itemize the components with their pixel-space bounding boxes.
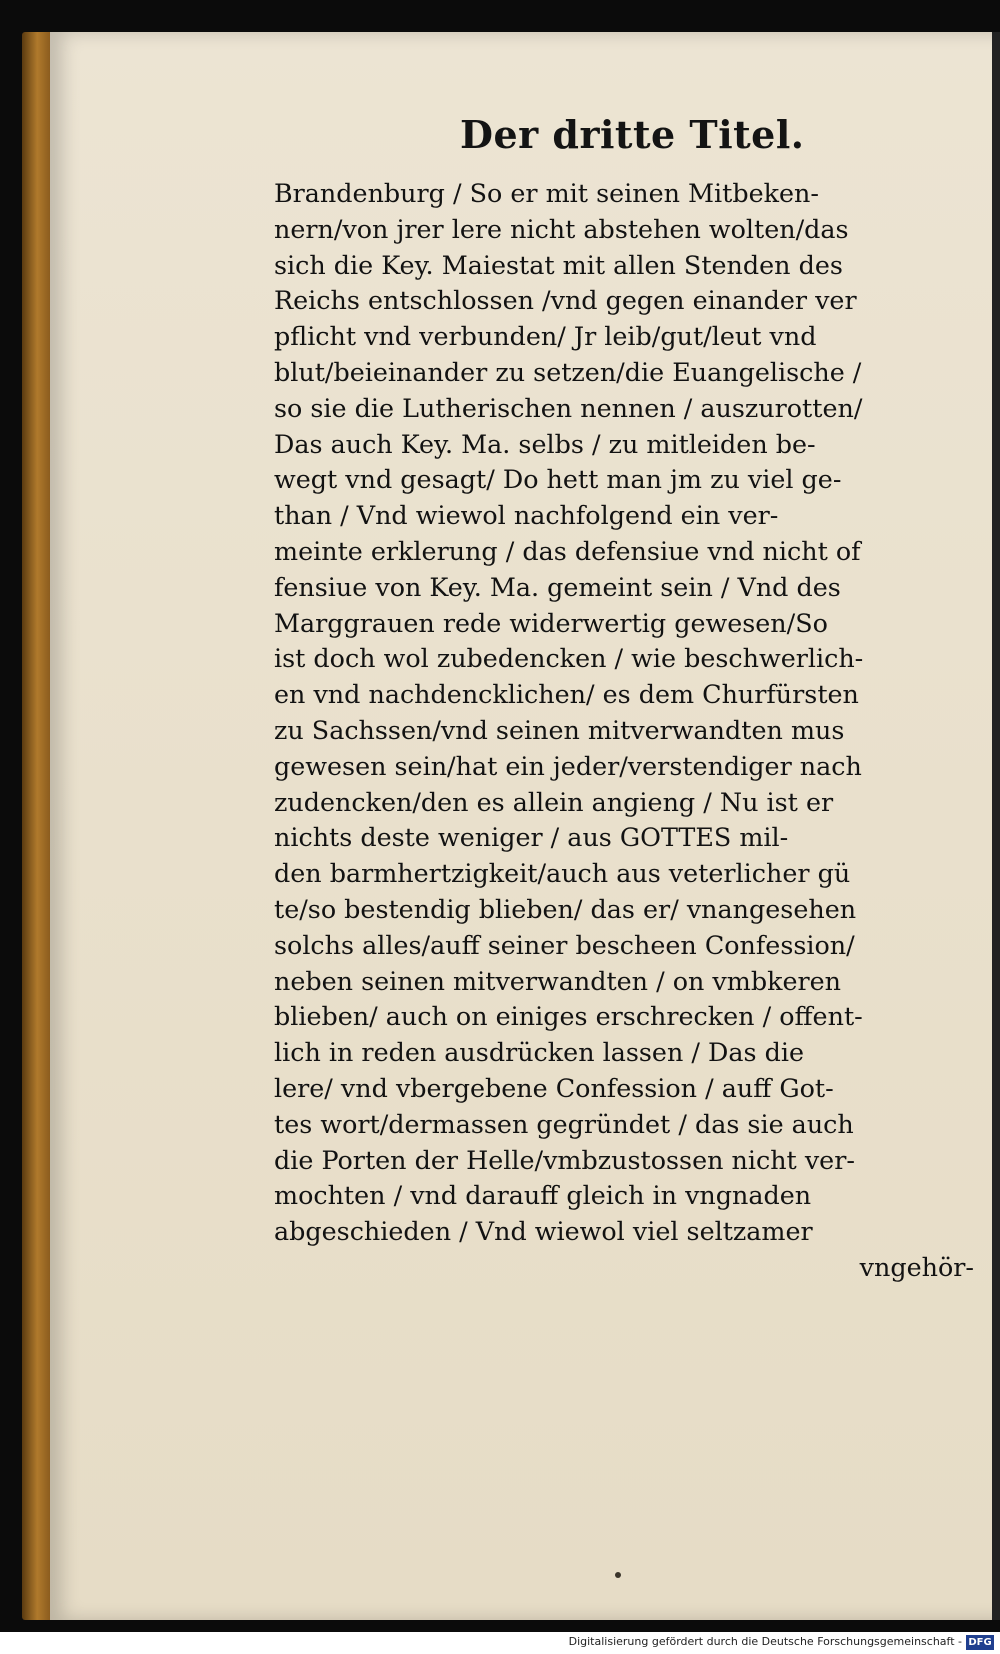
text-line: Reichs entschlossen /vnd gegen einander ver	[274, 285, 857, 316]
text-line: ist doch wol zubedencken / wie beschwerlich-	[274, 643, 864, 674]
text-line: meinte erklerung / das defensiue vnd nicht of	[274, 535, 861, 566]
text-line: neben seinen mitverwandten / on vmbkeren	[274, 965, 842, 996]
text-line: sich die Key. Maiestat mit allen Stenden des	[274, 249, 843, 280]
page-edge-shadow	[992, 32, 1000, 1620]
text-line: lere/ vnd vbergebene Confession / auff Got-	[274, 1072, 834, 1103]
text-line: wegt vnd gesagt/ Do hett man jm zu viel ge-	[274, 464, 842, 495]
text-line: Marggrauen rede widerwertig gewesen/So	[274, 607, 828, 638]
text-line: den barmhertzigkeit/auch aus veterlicher gü	[274, 858, 851, 889]
text-line: te/so bestendig blieben/ das er/ vnangesehen	[274, 893, 857, 924]
footer-bar	[0, 1632, 1000, 1654]
text-line: zudencken/den es allein angieng / Nu ist er	[274, 786, 834, 817]
text-line: en vnd nachdencklichen/ es dem Churfürsten	[274, 679, 859, 710]
text-line: nern/von jrer lere nicht abstehen wolten/das	[274, 213, 849, 244]
text-line: Brandenburg / So er mit seinen Mitbeken-	[274, 178, 819, 208]
text-line: Das auch Key. Ma. selbs / zu mitleiden be-	[274, 428, 816, 459]
text-line: pflicht vnd verbunden/ Jr leib/gut/leut vnd	[274, 321, 817, 352]
text-block	[274, 176, 974, 1286]
text-line: abgeschieden / Vnd wiewol viel seltzamer	[274, 1216, 813, 1247]
text-line: solchs alles/auff seiner bescheen Confession/	[274, 929, 855, 960]
text-line: fensiue von Key. Ma. gemeint sein / Vnd des	[274, 571, 841, 602]
catchword: vngehör-	[859, 1251, 974, 1282]
text-line: zu Sachssen/vnd seinen mitverwandten mus	[274, 714, 845, 745]
text-line: mochten / vnd darauff gleich in vngnaden	[274, 1180, 812, 1211]
text-line: so sie die Lutherischen nennen / auszurotten/	[274, 392, 863, 423]
text-line: lich in reden ausdrücken lassen / Das die	[274, 1037, 805, 1068]
running-head: Der dritte Titel.	[460, 112, 805, 157]
text-line: tes wort/dermassen gegründet / das sie auch	[274, 1108, 854, 1139]
text-line: blieben/ auch on einiges erschrecken / offent-	[274, 1001, 863, 1032]
text-line: blut/beieinander zu setzen/die Euangelische /	[274, 356, 862, 387]
dfg-logo: DFG	[966, 1635, 994, 1650]
text-line: gewesen sein/hat ein jeder/verstendiger nach	[274, 750, 862, 781]
ink-spot	[615, 1572, 621, 1578]
text-line: nichts deste weniger / aus GOTTES mil-	[274, 822, 789, 853]
text-line: die Porten der Helle/vmbzustossen nicht ver-	[274, 1144, 855, 1175]
text-line: than / Vnd wiewol nachfolgend ein ver-	[274, 500, 779, 531]
footer-credit: Digitalisierung gefördert durch die Deutsche Forschungsgemeinschaft -	[568, 1635, 962, 1648]
